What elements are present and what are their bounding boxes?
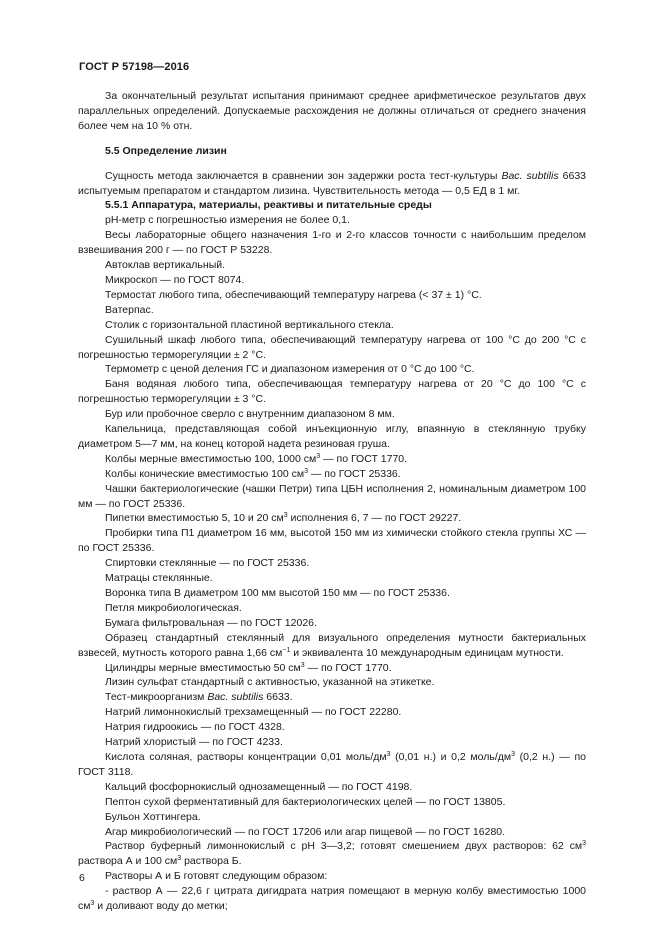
document-body	[78, 89, 586, 914]
list-item: Пробирки типа П1 диаметром 16 мм, высотой 150 мм из химически стойкого стекла группы ХС — по ГОСТ 25336.	[78, 527, 586, 555]
list-item: Колбы мерные вместимостью 100, 1000 $см^3$ — по ГОСТ 1770.	[105, 452, 408, 465]
list-item: Натрий хлористый — по ГОСТ 4233.	[105, 736, 283, 749]
list-item: Бульон Хоттингера.	[105, 810, 201, 823]
list-item: Воронка типа В диаметром 100 мм высотой 150 мм — по ГОСТ 25336.	[105, 587, 450, 599]
list-item: Петля микробиологическая.	[105, 601, 242, 614]
list-item: Кальций фосфорнокислый однозамещенный — по ГОСТ 4198.	[105, 780, 413, 793]
list-item: Ватерпас.	[105, 303, 154, 316]
list-item: Бумага фильтровальная — по ГОСТ 12026.	[105, 616, 317, 629]
list-item: Спиртовки стеклянные — по ГОСТ 25336.	[105, 557, 310, 570]
list-item: Бур или пробочное сверло с внутренним диапазоном 8 мм.	[105, 408, 395, 421]
list-item: Столик с горизонтальной пластиной вертикального стекла.	[105, 318, 394, 331]
list-item: Капельница, представляющая собой инъекционную иглу, впаянную в стеклянную трубку диаметром 5—7 мм, на конец которой надета резиновая груша.	[78, 423, 586, 450]
list-item: Чашки бактериологические (чашки Петри) типа ЦБН исполнения 2, номинальным диаметром 100 мм — по ГОСТ 25336.	[78, 482, 586, 510]
list-item: Колбы конические вместимостью 100 $см^3$ — по ГОСТ 25336.	[105, 467, 401, 480]
list-item: Раствор буферный лимоннокислый с pH 3—3,2; готовят смешением двух растворов: 62 $см^3$ раствора А и 100 $см^3$ раствора Б.	[78, 840, 586, 868]
list-item: Сушильный шкаф любого типа, обеспечивающий температуру нагрева от 100 °С до 200 °С с погрешностью терморегуляции ± 2 °С.	[78, 333, 586, 361]
list-item: Натрия гидроокись — по ГОСТ 4328.	[105, 721, 285, 734]
list-item: Образец стандартный стеклянный для визуального определения мутности бактериальных взвесей, мутность которого равна 1,66 $см^{-1}$ и эквивалента 10 международным единицам мутности.	[78, 631, 586, 659]
list-item: Растворы А и Б готовят следующим образом:	[105, 870, 328, 883]
document-header: ГОСТ Р 57198—2016	[79, 61, 190, 73]
subsection-heading: 5.5.1 Аппаратура, материалы, реактивы и питательные среды	[105, 199, 432, 212]
list-item: Весы лабораторные общего назначения 1-го и 2-го классов точности с наибольшим пределом взвешивания 200 г — по ГОСТ Р 53228.	[78, 229, 586, 257]
list-item: Пипетки вместимостью 5, 10 и 20 $см^3$ исполнения 6, 7 — по ГОСТ 29227.	[105, 512, 462, 525]
list-item: Агар микробиологический — по ГОСТ 17206 или агар пищевой — по ГОСТ 16280.	[105, 825, 506, 838]
list-item: Термометр с ценой деления ГС и диапазоном измерения от 0 °С до 100 °С.	[105, 363, 475, 376]
list-item: Матрацы стеклянные.	[105, 572, 213, 585]
list-item: Пептон сухой ферментативный для бактериологических целей — по ГОСТ 13805.	[105, 795, 506, 808]
paragraph-method: Сущность метода заключается в сравнении зон задержки роста тест-культуры Bac. subtilis 6633 испытуемым препаратом и стандартом лизина. Чувствительность метода — 0,5 ЕД в 1 мг.	[78, 169, 586, 197]
list-item: Лизин сульфат стандартный с активностью, указанной на этикетке.	[105, 676, 435, 689]
list-item: Автоклав вертикальный.	[105, 259, 226, 272]
list-item: Тест-микроорганизм Bac. subtilis 6633.	[105, 691, 293, 704]
page-number: 6	[79, 872, 85, 884]
list-item: - раствор А — 22,6 г цитрата дигидрата натрия помещают в мерную колбу вместимостью 1000 $см^3$ и доливают воду до метки;	[78, 885, 586, 913]
list-item: Микроскоп — по ГОСТ 8074.	[105, 273, 245, 286]
list-item: Натрий лимоннокислый трехзамещенный — по ГОСТ 22280.	[105, 706, 402, 719]
section-heading: 5.5 Определение лизин	[105, 144, 227, 157]
paragraph-final-result: За окончательный результат испытания принимают среднее арифметическое результатов двух параллельных определений. Допускаемые расхождения не должны отличаться от среднего значения более чем на 10 % отн.	[78, 90, 586, 132]
list-item: Кислота соляная, растворы концентрации 0,01 моль/$дм^3$ (0,01 н.) и 0,2 моль/$дм^3$ (0,2 н.) — по ГОСТ 3118.	[78, 750, 586, 778]
list-item: Баня водяная любого типа, обеспечивающая температуру нагрева от 20 °С до 100 °С с погрешностью терморегуляции ± 3 °С.	[78, 378, 586, 406]
list-item: pH-метр с погрешностью измерения не более 0,1.	[105, 214, 350, 227]
list-item: Цилиндры мерные вместимостью 50 $см^3$ — по ГОСТ 1770.	[105, 661, 392, 674]
list-item: Термостат любого типа, обеспечивающий температуру нагрева (< 37 ± 1) °С.	[105, 288, 482, 301]
